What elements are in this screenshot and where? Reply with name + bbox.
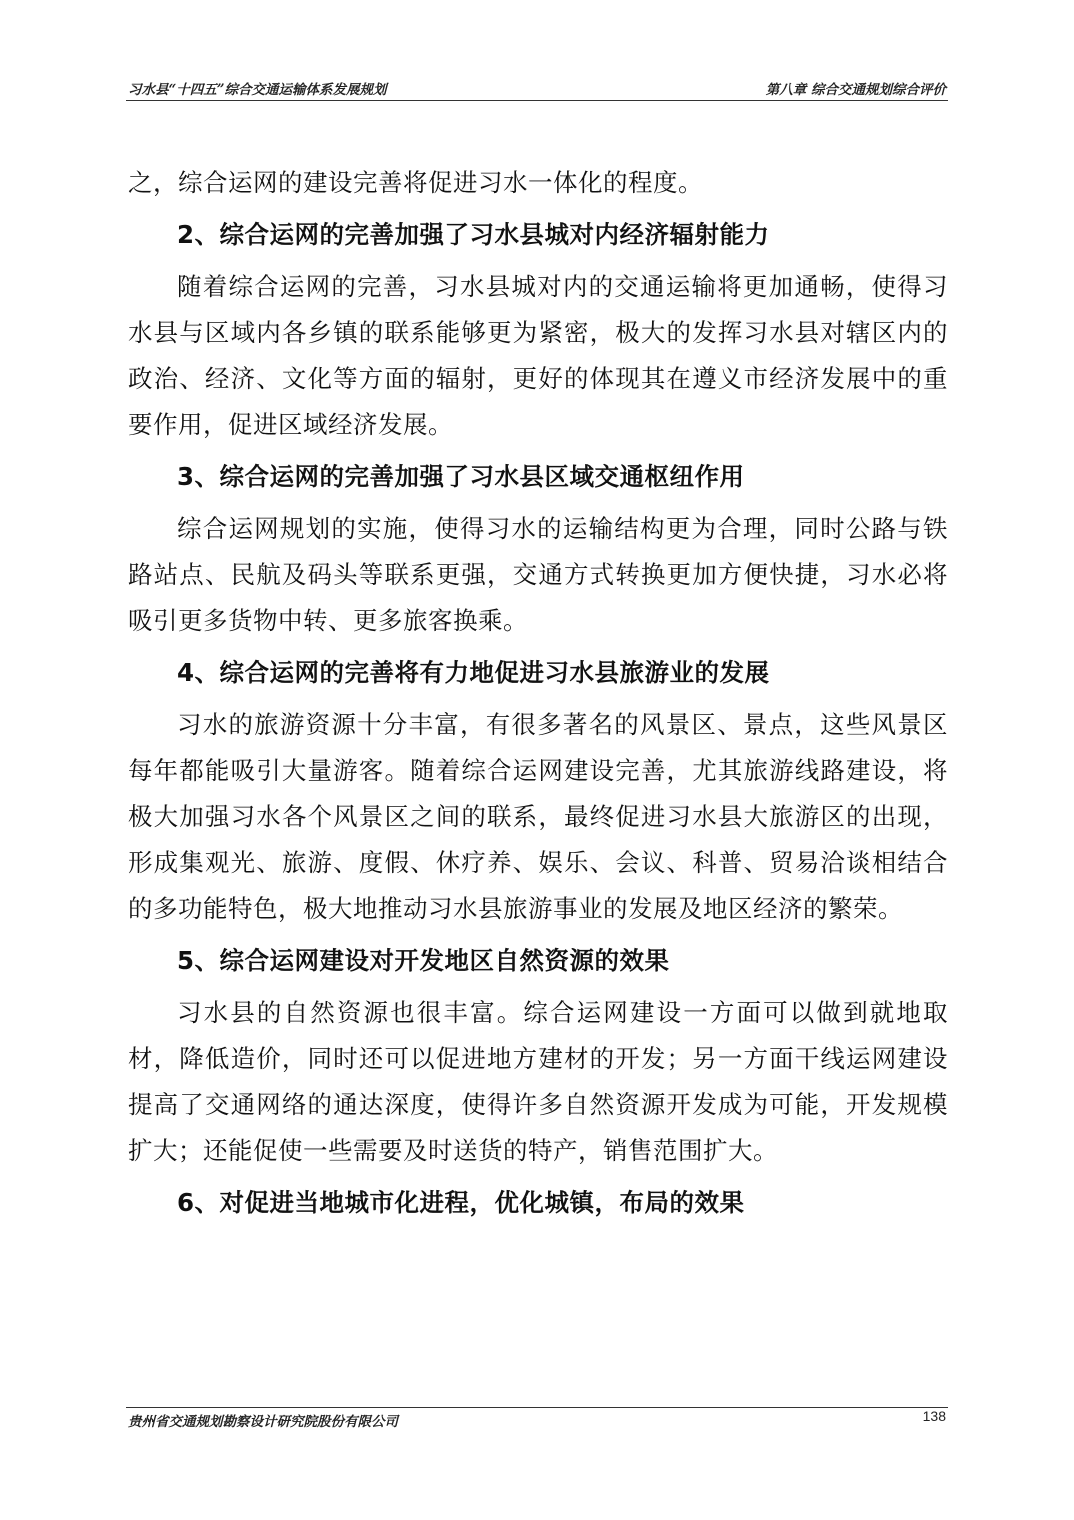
page-header (128, 78, 946, 100)
paragraph-section-2: 随着综合运网的完善，习水县城对内的交通运输将更加通畅，使得习水县与区域内各乡镇的联系能够更为紧密，极大的发挥习水县对辖区内的政治、经济、文化等方面的辐射，更好的体现其在遵义市经济发展中的重要作用，促进区域经济发展。 (128, 272, 948, 439)
paragraph-section-4: 习水的旅游资源十分丰富，有很多著名的风景区、景点，这些风景区每年都能吸引大量游客。随着综合运网建设完善，尤其旅游线路建设，将极大加强习水各个风景区之间的联系，最终促进习水县大旅游区的出现，形成集观光、旅游、度假、休疗养、娱乐、会议、科普、贸易洽谈相结合的多功能特色，极大地推动习水县旅游事业的发展及地区经济的繁荣。 (128, 710, 948, 923)
paragraph-section-3: 综合运网规划的实施，使得习水的运输结构更为合理，同时公路与铁路站点、民航及码头等联系更强，交通方式转换更加方便快捷，习水必将吸引更多货物中转、更多旅客换乘。 (128, 514, 948, 635)
paragraph-section-5: 习水县的自然资源也很丰富。综合运网建设一方面可以做到就地取材，降低造价，同时还可以促进地方建材的开发；另一方面干线运网建设提高了交通网络的通达深度，使得许多自然资源开发成为可能，开发规模扩大；还能促使一些需要及时送货的特产，销售范围扩大。 (128, 998, 948, 1165)
header-chapter-title: 第八章 综合交通规划综合评价 (765, 82, 946, 98)
paragraph-continuation: 之，综合运网的建设完善将促进习水一体化的程度。 (128, 168, 703, 197)
section-heading-2: 2、综合运网的完善加强了习水县城对内经济辐射能力 (177, 220, 770, 249)
header-document-title: 习水县“十四五”综合交通运输体系发展规划 (128, 82, 387, 98)
document-body (128, 160, 948, 1232)
section-heading-4: 4、综合运网的完善将有力地促进习水县旅游业的发展 (177, 658, 770, 687)
section-heading-5: 5、综合运网建设对开发地区自然资源的效果 (177, 946, 670, 975)
header-divider (126, 100, 948, 101)
footer-company-name: 贵州省交通规划勘察设计研究院股份有限公司 (128, 1414, 398, 1430)
section-heading-6: 6、对促进当地城市化进程，优化城镇，布局的效果 (177, 1188, 745, 1217)
page-number: 138 (922, 1408, 946, 1424)
section-heading-3: 3、综合运网的完善加强了习水县区域交通枢纽作用 (177, 462, 745, 491)
page-footer (128, 1408, 946, 1430)
